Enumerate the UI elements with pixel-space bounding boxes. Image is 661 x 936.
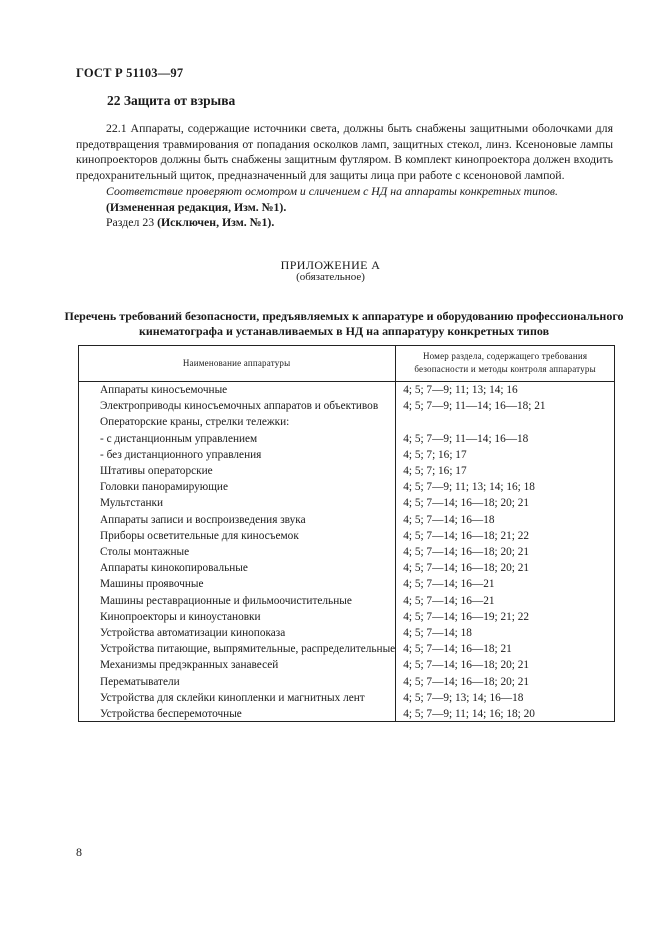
equipment-name: Головки панорамирующие <box>78 479 396 495</box>
section-23-label: Раздел 23 <box>106 215 158 230</box>
equipment-name: Электроприводы киносъемочных аппаратов и объективов <box>78 398 396 414</box>
table-body <box>78 382 614 723</box>
section-numbers <box>396 414 614 430</box>
section-numbers: 4; 5; 7—9; 13; 14; 16—18 <box>403 691 524 704</box>
section-numbers: 4; 5; 7—14; 16—18; 21 <box>403 643 512 656</box>
equipment-name: Устройства бесперемоточные <box>78 706 396 722</box>
standard-number: ГОСТ Р 51103—97 <box>76 66 184 80</box>
equipment-name: Мультстанки <box>78 495 396 511</box>
appendix-title: ПРИЛОЖЕНИЕ А <box>280 258 381 272</box>
section-numbers: 4; 5; 7—14; 16—18; 21; 22 <box>403 529 530 542</box>
equipment-name: Кинопроекторы и киноустановки <box>78 609 396 625</box>
section-numbers: 4; 5; 7—14; 16—21 <box>403 578 495 591</box>
table-row <box>78 431 614 447</box>
section-numbers: 4; 5; 7—14; 16—18; 20; 21 <box>403 675 530 688</box>
paragraph-22-1: 22.1 Аппараты, содержащие источники света, должны быть снабжены защитными оболочками для предотвращения травмирования от попадания осколков ламп, защитных стекол, линз. Ксеноновые лампы кинопроекторов должны быть снабжены защитным футляром. В комплект кинопроектора должен входить предохранительный щиток, предназначенный для защиты лица при работе с ксеноновой лампой. <box>76 121 613 183</box>
equipment-name: Устройства питающие, выпрямительные, распределительные <box>78 641 396 657</box>
section-numbers: 4; 5; 7—14; 16—18 <box>403 513 495 526</box>
equipment-name: Механизмы предэкранных занавесей <box>78 657 396 673</box>
table-row <box>78 674 614 690</box>
list-title-line-1: Перечень требований безопасности, предъявляемых к аппаратуре и оборудованию профессионального <box>64 309 624 323</box>
equipment-name: Машины проявочные <box>78 576 396 592</box>
table-row <box>78 657 614 673</box>
section-numbers: 4; 5; 7—14; 16—18; 20; 21 <box>403 497 530 510</box>
verification-note: Соответствие проверяют осмотром и сличением с НД на аппараты конкретных типов. <box>106 183 558 198</box>
equipment-name: - с дистанционным управлением <box>78 431 396 447</box>
equipment-name: Аппараты записи и воспроизведения звука <box>78 512 396 528</box>
equipment-name: Операторские краны, стрелки тележки: <box>78 414 396 430</box>
table-row <box>78 495 614 511</box>
table-row <box>78 576 614 592</box>
table-row <box>78 479 614 495</box>
equipment-name: Штативы операторские <box>78 463 396 479</box>
list-title-line-2: кинематографа и устанавливаемых в НД на аппаратуру конкретных типов <box>138 323 550 338</box>
table-row <box>78 512 614 528</box>
section-numbers: 4; 5; 7; 16; 17 <box>403 448 467 461</box>
equipment-name: Перематыватели <box>78 674 396 690</box>
table-row <box>78 690 614 706</box>
equipment-name: Аппараты киносъемочные <box>78 382 396 399</box>
table-row <box>78 625 614 641</box>
section-numbers: 4; 5; 7; 16; 17 <box>403 465 467 478</box>
section-numbers: 4; 5; 7—14; 16—21 <box>403 594 495 607</box>
column-header-sections-line-2: безопасности и методы контроля аппаратуры <box>414 364 596 374</box>
amendment-note: (Измененная редакция, Изм. №1). <box>106 199 287 214</box>
table-row <box>78 447 614 463</box>
table-row <box>78 544 614 560</box>
table-row <box>78 706 614 722</box>
equipment-name: Машины реставрационные и фильмоочистительные <box>78 593 396 609</box>
section-numbers: 4; 5; 7—9; 11; 14; 16; 18; 20 <box>403 708 535 721</box>
section-numbers: 4; 5; 7—9; 11; 13; 14; 16 <box>403 384 518 396</box>
table-header-row <box>78 345 614 382</box>
page-number: 8 <box>76 845 82 859</box>
table-row <box>78 560 614 576</box>
equipment-name: Устройства автоматизации кинопоказа <box>78 625 396 641</box>
equipment-name: Приборы осветительные для киносъемок <box>78 528 396 544</box>
section-numbers: 4; 5; 7—14; 16—18; 20; 21 <box>403 546 530 559</box>
section-numbers: 4; 5; 7—9; 11—14; 16—18; 21 <box>403 400 546 413</box>
table-row <box>78 398 614 414</box>
table-row <box>78 414 614 430</box>
table-row <box>78 609 614 625</box>
equipment-name: Устройства для склейки кинопленки и магнитных лент <box>78 690 396 706</box>
column-header-sections <box>396 345 614 382</box>
column-header-sections-line-1: Номер раздела, содержащего требования <box>422 351 588 361</box>
table-row <box>78 528 614 544</box>
section-23-status: (Исключен, Изм. №1). <box>157 215 275 230</box>
requirements-list-title <box>64 309 624 338</box>
requirements-table <box>78 345 614 722</box>
table-row <box>78 382 614 399</box>
table-row <box>78 593 614 609</box>
section-numbers: 4; 5; 7—9; 11; 13; 14; 16; 18 <box>403 481 535 494</box>
column-header-equipment: Наименование аппаратуры <box>78 345 396 382</box>
section-title: 22 Защита от взрыва <box>107 93 236 108</box>
equipment-name: Столы монтажные <box>78 544 396 560</box>
appendix-subtitle: (обязательное) <box>296 271 365 283</box>
section-body <box>76 121 613 231</box>
section-23-note <box>76 215 613 231</box>
table-row <box>78 641 614 657</box>
section-numbers: 4; 5; 7—14; 16—18; 20; 21 <box>403 659 530 672</box>
section-numbers: 4; 5; 7—14; 16—18; 20; 21 <box>403 562 530 575</box>
equipment-name: - без дистанционного управления <box>78 447 396 463</box>
section-numbers: 4; 5; 7—14; 16—19; 21; 22 <box>403 610 530 623</box>
section-numbers: 4; 5; 7—9; 11—14; 16—18 <box>403 432 529 445</box>
section-numbers: 4; 5; 7—14; 18 <box>403 627 472 640</box>
equipment-name: Аппараты кинокопировальные <box>78 560 396 576</box>
table-row <box>78 463 614 479</box>
